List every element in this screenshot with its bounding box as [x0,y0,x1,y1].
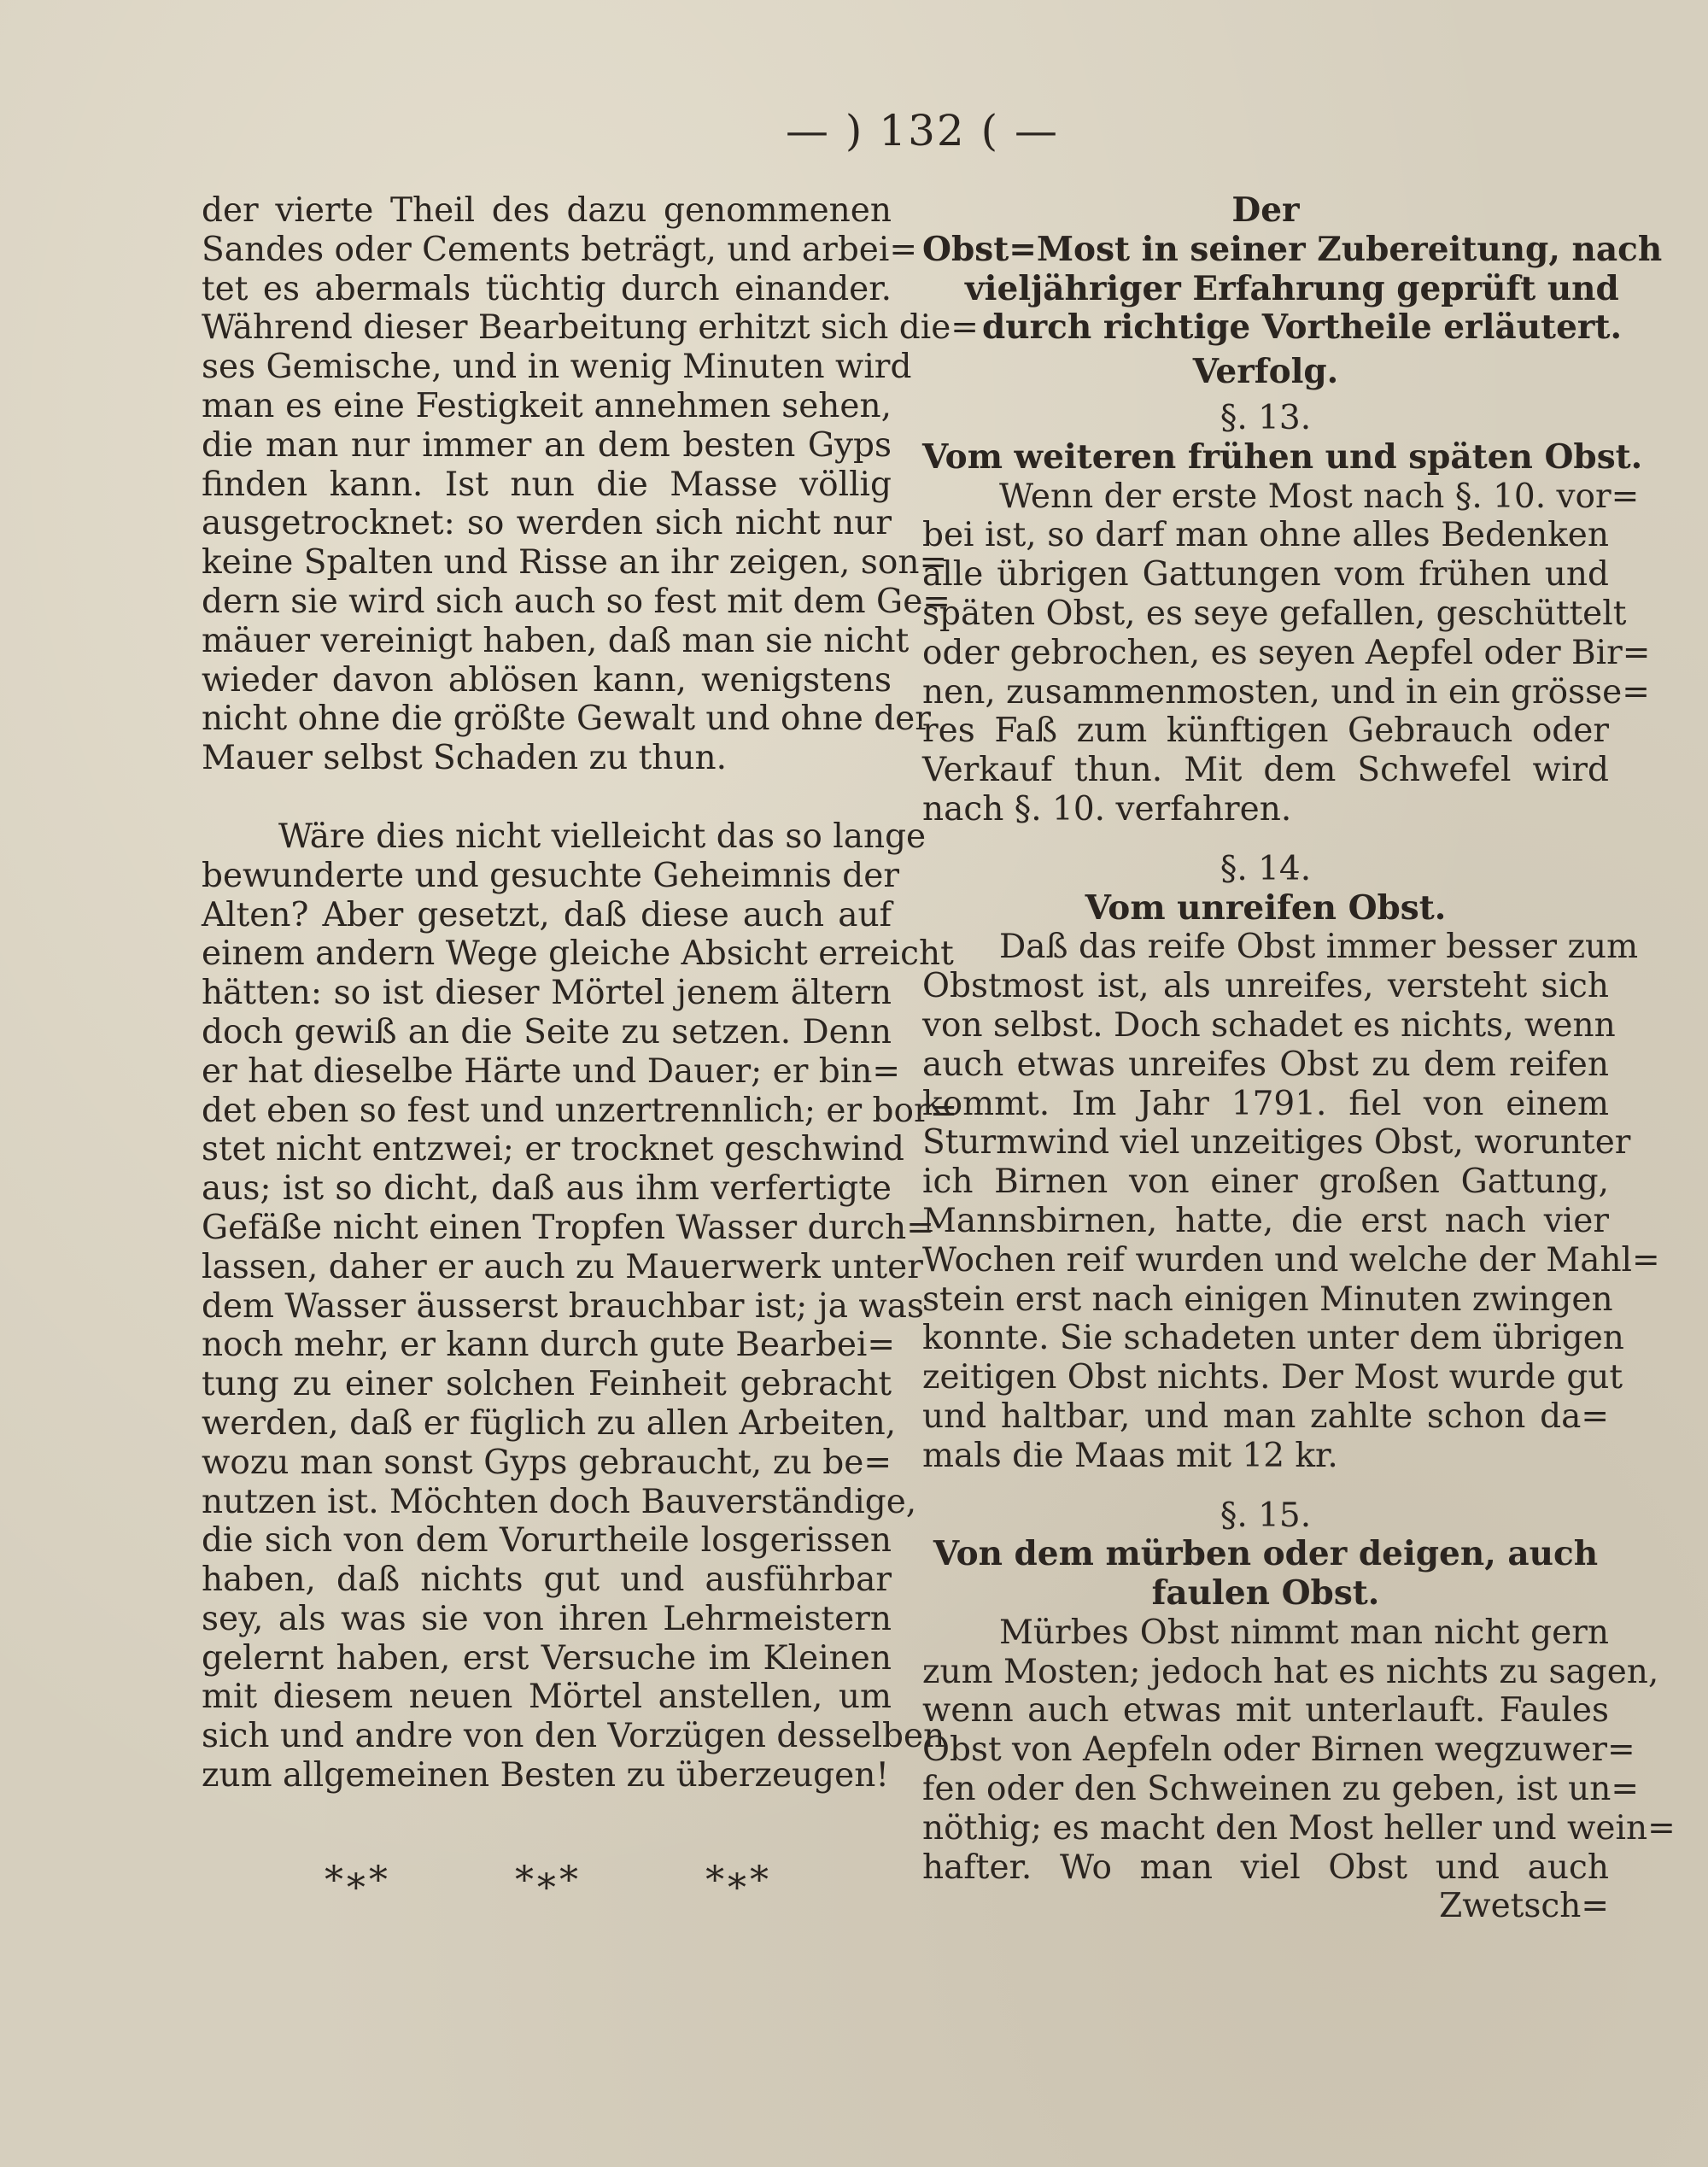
text-line: mäuer vereinigt haben, daß man sie nicht [202,621,910,660]
text-line: det eben so fest und unzertrennlich; er bor= [202,1091,958,1130]
text-line: doch gewiß an die Seite zu setzen. Denn [202,1012,892,1051]
paragraph-gap [202,778,892,817]
text-line: er hat dieselbe Härte und Dauer; er bin= [202,1051,900,1091]
title-line: durch richtige Vortheile erläutert. [982,307,1623,348]
text-line: hafter. Wo man viel Obst und auch [922,1848,1609,1887]
text-line: res Faß zum künftigen Gebrauch oder [922,712,1609,751]
text-line: wozu man sonst Gyps gebraucht, zu be= [202,1443,892,1482]
asterism: *∗* [325,1859,388,1902]
text-line: ich Birnen von einer großen Gattung, [922,1163,1609,1202]
text-line: Während dieser Bearbeitung erhitzt sich die= [202,308,979,348]
asterism-divider [325,1855,769,1906]
text-line: oder gebrochen, es seyen Aepfel oder Bir= [922,633,1651,672]
title-line: vieljähriger Erfahrung geprüft und [965,268,1619,308]
text-line: Mannsbirnen, hatte, die erst nach vier [922,1201,1609,1240]
left-paragraph-1 [202,191,979,778]
section-heading: faulen Obst. [1151,1573,1380,1614]
section-13 [922,398,1651,829]
text-line: sey, als was sie von ihren Lehrmeistern [202,1599,892,1638]
right-column [922,190,1676,1926]
text-line: wieder davon ablösen kann, wenigstens [202,660,892,700]
page-number-header: — ) 132 ( — [785,106,1060,155]
continuation-label: Verfolg. [1192,352,1339,392]
text-line: der vierte Theil des dazu genommenen [202,191,892,230]
text-line: Mauer selbst Schaden zu thun. [202,739,728,778]
text-line: ausgetrocknet: so werden sich nicht nur [202,504,892,543]
title-line: Obst=Most in seiner Zubereitung, nach [922,229,1663,269]
text-line: zum allgemeinen Besten zu überzeugen! [202,1756,890,1795]
text-line: Wäre dies nicht vielleicht das so lange [278,817,927,856]
text-line: auch etwas unreifes Obst zu dem reifen [922,1045,1609,1084]
text-line: noch mehr, er kann durch gute Bearbei= [202,1326,896,1365]
text-line: tung zu einer solchen Feinheit gebracht [202,1365,892,1404]
text-line: tet es abermals tüchtig durch einander. [202,269,892,308]
text-line: nutzen ist. Möchten doch Bauverständige, [202,1482,917,1521]
text-line: Wochen reif wurden und welche der Mahl= [922,1240,1660,1280]
text-line: konnte. Sie schadeten unter dem übrigen [922,1319,1624,1358]
text-line: Mürbes Obst nimmt man nicht gern [999,1613,1609,1652]
text-line: mals die Maas mit 12 kr. [922,1436,1338,1475]
text-line: die man nur immer an dem besten Gyps [202,425,892,465]
text-line: Obstmost ist, als unreifes, versteht sich [922,967,1609,1006]
left-column [202,191,979,1795]
text-line: hätten: so ist dieser Mörtel jenem ältern [202,974,892,1013]
text-line: nach §. 10. verfahren. [922,789,1292,829]
text-line: nicht ohne die größte Gewalt und ohne der [202,700,931,739]
section-number: §. 15. [1220,1496,1312,1535]
section-heading: Von dem mürben oder deigen, auch [933,1534,1599,1574]
section-heading: Vom weiteren frühen und späten Obst. [922,436,1643,477]
text-line: haben, daß nichts gut und ausführbar [202,1561,892,1600]
text-line: Alten? Aber gesetzt, daß diese auch auf [202,895,892,934]
text-line: ses Gemische, und in wenig Minuten wird [202,348,912,387]
text-line: Wenn der erste Most nach §. 10. vor= [999,477,1640,516]
section-14 [922,849,1660,1476]
text-line: Sandes oder Cements beträgt, und arbei= [202,230,918,269]
text-line: werden, daß er füglich zu allen Arbeiten, [202,1403,897,1443]
text-line: man es eine Festigkeit annehmen sehen, [202,386,892,425]
text-line: von selbst. Doch schadet es nichts, wenn [922,1005,1616,1045]
text-line: dern sie wird sich auch so fest mit dem Ge= [202,582,951,621]
asterism: *∗* [705,1859,769,1902]
text-line: mit diesem neuen Mörtel anstellen, um [202,1678,892,1717]
text-line: nöthig; es macht den Most heller und wein= [922,1808,1676,1848]
text-line: gelernt haben, erst Versuche im Kleinen [202,1638,892,1678]
text-line: stein erst nach einigen Minuten zwingen [922,1280,1613,1319]
asterism: *∗* [515,1859,578,1902]
text-line: nen, zusammenmosten, und in ein grösse= [922,672,1650,712]
text-line: späten Obst, es seye gefallen, geschüttelt [922,594,1627,633]
text-line: Verkauf thun. Mit dem Schwefel wird [922,751,1609,790]
text-line: sich und andre von den Vorzügen desselben [202,1717,945,1756]
text-line: die sich von dem Vorurtheile losgerissen [202,1521,892,1561]
text-line: keine Spalten und Risse an ihr zeigen, son= [202,543,948,583]
text-line: zeitigen Obst nichts. Der Most wurde gut [922,1358,1623,1397]
text-line: und haltbar, und man zahlte schon da= [922,1397,1609,1436]
article-title [922,190,1663,348]
text-line: bei ist, so darf man ohne alles Bedenken [922,516,1609,555]
text-line: Sturmwind viel unzeitiges Obst, worunter [922,1123,1631,1163]
text-line: lassen, daher er auch zu Mauerwerk unter [202,1247,923,1286]
text-line: dem Wasser äusserst brauchbar ist; ja was [202,1286,925,1326]
text-line: Daß das reife Obst immer besser zum [999,928,1639,967]
text-line: aus; ist so dicht, daß aus ihm verfertigte [202,1169,892,1209]
text-line: finden kann. Ist nun die Masse völlig [202,465,892,504]
text-line: kommt. Im Jahr 1791. fiel von einem [922,1084,1609,1123]
section-number: §. 13. [1220,398,1312,437]
catchword: Zwetsch= [1439,1887,1609,1926]
text-line: wenn auch etwas mit unterlauft. Faules [922,1691,1609,1731]
text-line: Obst von Aepfeln oder Birnen wegzuwer= [922,1731,1635,1770]
text-line: einem andern Wege gleiche Absicht erreicht [202,934,954,974]
text-line: stet nicht entzwei; er trocknet geschwind [202,1130,904,1169]
text-line: Gefäße nicht einen Tropfen Wasser durch= [202,1208,934,1247]
text-line: fen oder den Schweinen zu geben, ist un= [922,1770,1640,1809]
left-paragraph-2 [202,817,958,1795]
title-line: Der [1231,190,1300,230]
text-line: bewunderte und gesuchte Geheimnis der [202,856,899,895]
text-line: zum Mosten; jedoch hat es nichts zu sagen, [922,1652,1659,1691]
section-number: §. 14. [1220,849,1312,888]
section-heading: Vom unreifen Obst. [1085,887,1447,928]
section-15 [922,1496,1676,1927]
text-line: alle übrigen Gattungen vom frühen und [922,555,1609,594]
